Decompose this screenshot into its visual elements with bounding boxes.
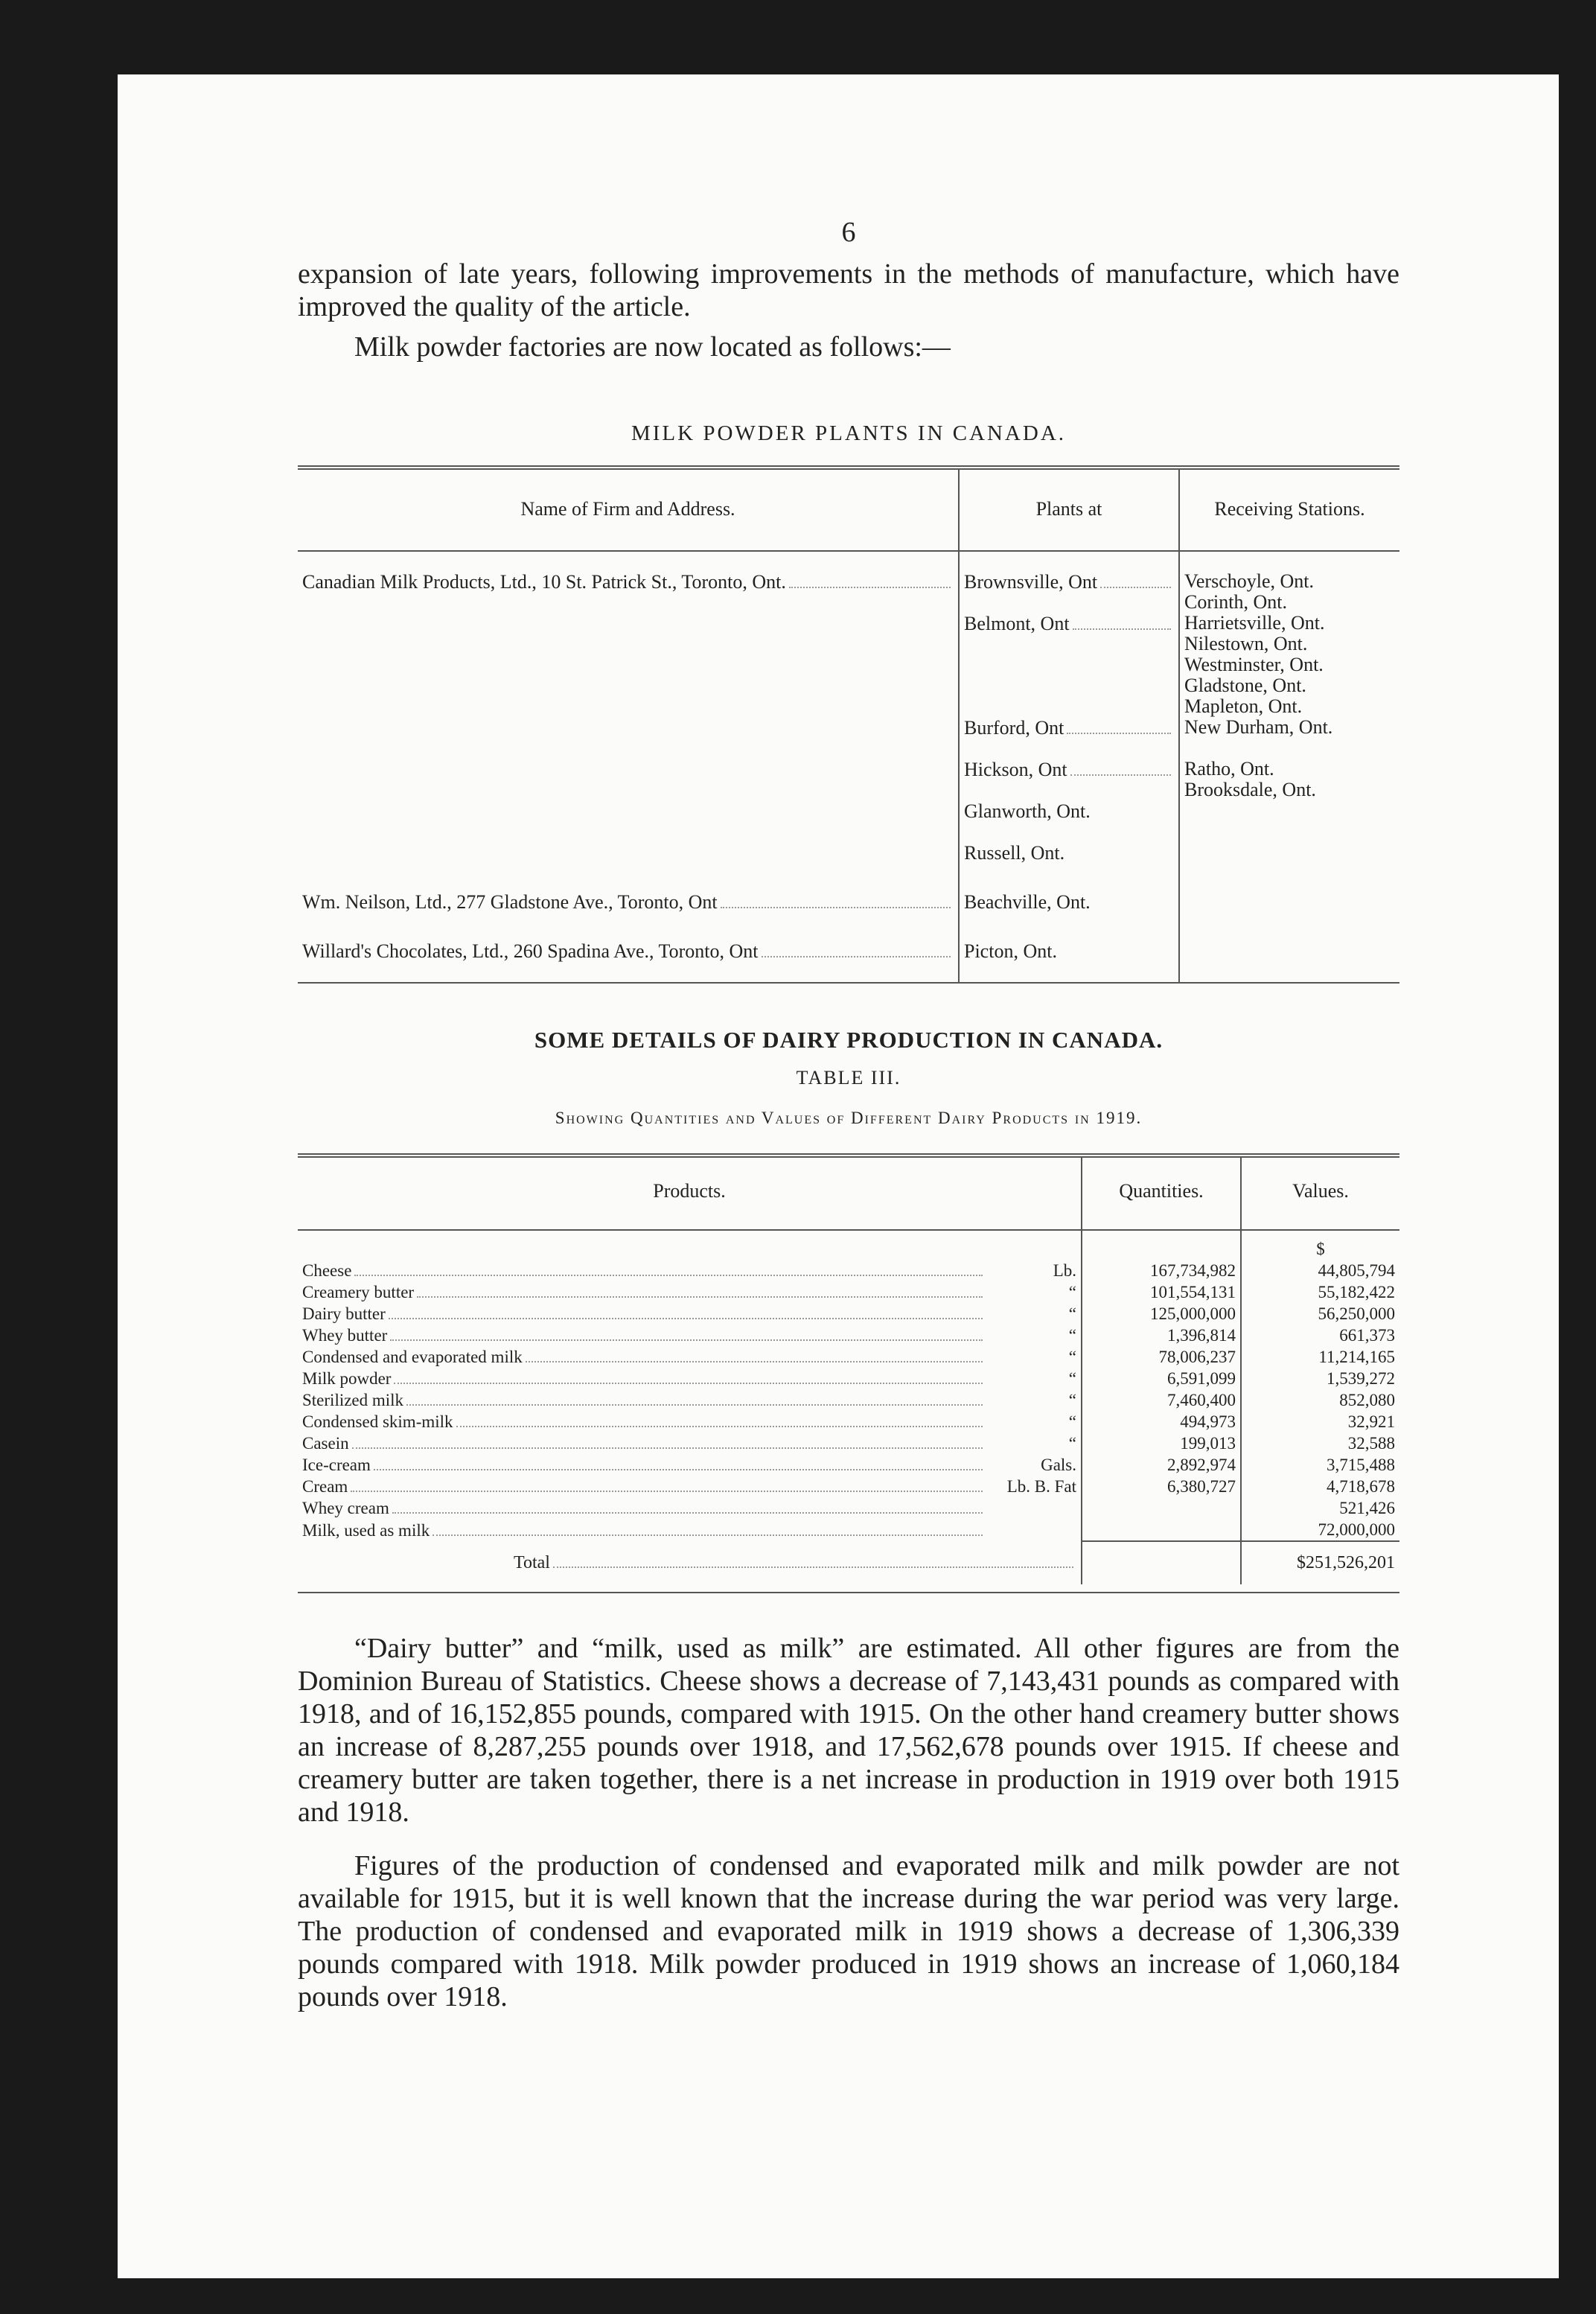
commentary-paragraph-1: “Dairy butter” and “milk, used as milk” are estimated. All other figures are from the Dominion Bureau of Statistics. Cheese shows a decrease of 7,143,431 pounds as compared with 1918, and of 16,152,855 pounds, compared with 1915. On the other hand creamery butter shows an increase of 8,287,255 pounds over 1918, and 17,562,678 pounds over 1915. If cheese and creamery butter are taken together, there is a net increase in production in 1919 over both 1915 and 1918. bbox=[298, 1633, 1399, 1828]
product-row bbox=[298, 1389, 1399, 1411]
product-unit bbox=[990, 1519, 1082, 1541]
product-name: Cream bbox=[302, 1477, 348, 1496]
product-quantity bbox=[1082, 1497, 1241, 1519]
plant-location bbox=[959, 717, 1179, 759]
receiving-stations bbox=[1179, 842, 1399, 884]
product-name: Milk, used as milk bbox=[302, 1520, 430, 1540]
firm-cell bbox=[298, 551, 959, 613]
receiving-stations bbox=[1179, 551, 1399, 613]
plants-table-body bbox=[298, 551, 1399, 982]
plant-name: Glanworth, Ont. bbox=[964, 800, 1091, 822]
col-header-products: Products. bbox=[653, 1180, 726, 1202]
station-name: Nilestown, Ont. bbox=[1184, 633, 1308, 654]
col-header-firm: Name of Firm and Address. bbox=[520, 498, 735, 520]
product-quantity: 78,006,237 bbox=[1082, 1346, 1241, 1368]
product-row bbox=[298, 1368, 1399, 1389]
product-value: 55,182,422 bbox=[1241, 1281, 1399, 1303]
product-quantity: 6,591,099 bbox=[1082, 1368, 1241, 1389]
station-name: Mapleton, Ont. bbox=[1184, 695, 1303, 717]
plant-location bbox=[959, 759, 1179, 800]
product-name-cell bbox=[298, 1389, 990, 1411]
station-name: Gladstone, Ont. bbox=[1184, 675, 1306, 696]
plant-name: Hickson, Ont bbox=[964, 759, 1067, 780]
firm-cell bbox=[298, 759, 959, 800]
product-name-cell bbox=[298, 1325, 990, 1346]
product-value: 661,373 bbox=[1241, 1325, 1399, 1346]
plant-row bbox=[298, 551, 1399, 613]
product-name-cell bbox=[298, 1497, 990, 1519]
total-label: Total bbox=[514, 1552, 550, 1572]
product-unit: Lb. B. Fat bbox=[1006, 1477, 1076, 1496]
plant-row bbox=[298, 800, 1399, 842]
col-header-values: Values. bbox=[1241, 1156, 1399, 1230]
plant-row bbox=[298, 933, 1399, 982]
firm-cell bbox=[298, 800, 959, 842]
product-value: 11,214,165 bbox=[1241, 1346, 1399, 1368]
product-name: Cheese bbox=[302, 1261, 352, 1280]
product-unit: “ bbox=[1068, 1304, 1076, 1323]
product-name-cell bbox=[298, 1303, 990, 1325]
product-value: 32,588 bbox=[1241, 1432, 1399, 1454]
product-unit bbox=[990, 1497, 1082, 1519]
product-unit: “ bbox=[1068, 1326, 1076, 1345]
station-name: Westminster, Ont. bbox=[1184, 654, 1324, 675]
plant-location bbox=[959, 613, 1179, 717]
product-quantity: 1,396,814 bbox=[1082, 1325, 1241, 1346]
product-name: Milk powder bbox=[302, 1369, 392, 1388]
product-row bbox=[298, 1519, 1399, 1541]
plant-name: Burford, Ont bbox=[964, 717, 1064, 739]
plant-location bbox=[959, 933, 1179, 982]
product-row bbox=[298, 1454, 1399, 1476]
intro-paragraph: expansion of late years, following improvements in the methods of manufacture, which have improved the quality of the article. bbox=[298, 258, 1399, 322]
receiving-stations bbox=[1179, 613, 1399, 717]
plant-row bbox=[298, 884, 1399, 933]
product-row bbox=[298, 1346, 1399, 1368]
product-row bbox=[298, 1281, 1399, 1303]
product-unit: Lb. bbox=[1053, 1261, 1076, 1280]
col-header-stations: Receiving Stations. bbox=[1179, 468, 1399, 551]
product-name-cell bbox=[298, 1346, 990, 1368]
firm-cell bbox=[298, 884, 959, 933]
product-row bbox=[298, 1325, 1399, 1346]
col-header-quantities: Quantities. bbox=[1082, 1156, 1241, 1230]
plant-name: Belmont, Ont bbox=[964, 613, 1070, 634]
product-quantity bbox=[1082, 1519, 1241, 1541]
product-name-cell bbox=[298, 1476, 990, 1497]
total-value: $251,526,201 bbox=[1241, 1541, 1399, 1584]
product-value: 1,539,272 bbox=[1241, 1368, 1399, 1389]
col-header-plants: Plants at bbox=[959, 468, 1179, 551]
product-quantity: 6,380,727 bbox=[1082, 1476, 1241, 1497]
firm-name: Canadian Milk Products, Ltd., 10 St. Patrick St., Toronto, Ont. bbox=[302, 571, 786, 593]
product-quantity: 7,460,400 bbox=[1082, 1389, 1241, 1411]
product-unit: “ bbox=[1068, 1348, 1076, 1366]
table-subtitle: Showing Quantities and Values of Different Dairy Products in 1919. bbox=[555, 1109, 1143, 1127]
plant-row bbox=[298, 717, 1399, 759]
page-number: 6 bbox=[841, 217, 856, 248]
station-name: Harrietsville, Ont. bbox=[1184, 612, 1325, 634]
product-row bbox=[298, 1476, 1399, 1497]
station-name: Brooksdale, Ont. bbox=[1184, 779, 1316, 800]
plant-location bbox=[959, 842, 1179, 884]
dairy-heading: SOME DETAILS OF DAIRY PRODUCTION IN CANADA. bbox=[534, 1027, 1164, 1053]
intro-paragraph-2: Milk powder factories are now located as follows:— bbox=[354, 331, 951, 363]
product-unit: “ bbox=[1068, 1391, 1076, 1409]
product-unit: “ bbox=[1068, 1434, 1076, 1453]
product-value: 852,080 bbox=[1241, 1389, 1399, 1411]
document-page bbox=[298, 216, 1399, 2034]
product-name-cell bbox=[298, 1260, 990, 1281]
plants-table-title: MILK POWDER PLANTS IN CANADA. bbox=[631, 421, 1067, 445]
receiving-stations bbox=[1179, 800, 1399, 842]
product-value: 72,000,000 bbox=[1241, 1519, 1399, 1541]
dairy-products-table bbox=[298, 1153, 1399, 1584]
plant-name: Brownsville, Ont bbox=[964, 571, 1098, 593]
plant-name: Russell, Ont. bbox=[964, 842, 1065, 864]
dairy-table-bottom-rule bbox=[298, 1592, 1399, 1593]
firm-name: Willard's Chocolates, Ltd., 260 Spadina Ave., Toronto, Ont bbox=[302, 940, 759, 962]
station-name: New Durham, Ont. bbox=[1184, 716, 1333, 738]
product-name: Creamery butter bbox=[302, 1283, 415, 1301]
plant-name: Beachville, Ont. bbox=[964, 891, 1091, 913]
product-value: 56,250,000 bbox=[1241, 1303, 1399, 1325]
product-name: Whey butter bbox=[302, 1326, 388, 1345]
product-quantity: 494,973 bbox=[1082, 1411, 1241, 1432]
product-value: 3,715,488 bbox=[1241, 1454, 1399, 1476]
product-name: Condensed and evaporated milk bbox=[302, 1348, 523, 1366]
receiving-stations bbox=[1179, 717, 1399, 759]
product-quantity: 101,554,131 bbox=[1082, 1281, 1241, 1303]
milk-powder-plants-table bbox=[298, 465, 1399, 982]
product-name: Condensed skim-milk bbox=[302, 1412, 453, 1431]
plant-row bbox=[298, 759, 1399, 800]
product-row bbox=[298, 1303, 1399, 1325]
product-unit: “ bbox=[1068, 1412, 1076, 1431]
product-unit: “ bbox=[1068, 1369, 1076, 1388]
product-name: Dairy butter bbox=[302, 1304, 386, 1323]
receiving-stations bbox=[1179, 933, 1399, 982]
receiving-stations bbox=[1179, 759, 1399, 800]
firm-cell bbox=[298, 717, 959, 759]
receiving-stations bbox=[1179, 884, 1399, 933]
product-name-cell bbox=[298, 1411, 990, 1432]
currency-row bbox=[298, 1230, 1399, 1260]
firm-cell bbox=[298, 613, 959, 717]
plant-row bbox=[298, 842, 1399, 884]
product-name-cell bbox=[298, 1432, 990, 1454]
product-name: Sterilized milk bbox=[302, 1391, 404, 1409]
product-quantity: 199,013 bbox=[1082, 1432, 1241, 1454]
firm-name: Wm. Neilson, Ltd., 277 Gladstone Ave., Toronto, Ont bbox=[302, 891, 718, 913]
plant-location bbox=[959, 800, 1179, 842]
product-unit: Gals. bbox=[1041, 1456, 1076, 1474]
product-unit: “ bbox=[1068, 1283, 1076, 1301]
station-name: Corinth, Ont. bbox=[1184, 591, 1287, 613]
product-row bbox=[298, 1411, 1399, 1432]
product-value: 4,718,678 bbox=[1241, 1476, 1399, 1497]
product-row bbox=[298, 1497, 1399, 1519]
product-value: 44,805,794 bbox=[1241, 1260, 1399, 1281]
product-quantity: 125,000,000 bbox=[1082, 1303, 1241, 1325]
product-value: 521,426 bbox=[1241, 1497, 1399, 1519]
plant-row bbox=[298, 613, 1399, 717]
product-row bbox=[298, 1260, 1399, 1281]
plant-name: Picton, Ont. bbox=[964, 940, 1057, 962]
product-name-cell bbox=[298, 1519, 990, 1541]
commentary-paragraph-2: Figures of the production of condensed and evaporated milk and milk powder are not available for 1915, but it is well known that the increase during the war period was very large. The production of condensed and evaporated milk in 1919 shows a decrease of 1,306,339 pounds compared with 1918. Milk powder produced in 1919 shows an increase of 1,060,184 pounds over 1918. bbox=[298, 1850, 1399, 2012]
product-name: Casein bbox=[302, 1434, 349, 1453]
product-row bbox=[298, 1432, 1399, 1454]
firm-cell bbox=[298, 933, 959, 982]
product-name-cell bbox=[298, 1368, 990, 1389]
dairy-table-body bbox=[298, 1230, 1399, 1541]
product-name-cell bbox=[298, 1281, 990, 1303]
table-label: TABLE III. bbox=[796, 1067, 901, 1089]
product-quantity: 2,892,974 bbox=[1082, 1454, 1241, 1476]
total-row bbox=[298, 1541, 1399, 1584]
product-name: Ice-cream bbox=[302, 1456, 371, 1474]
product-name-cell bbox=[298, 1454, 990, 1476]
station-name: Verschoyle, Ont. bbox=[1184, 570, 1315, 592]
firm-cell bbox=[298, 842, 959, 884]
product-quantity: 167,734,982 bbox=[1082, 1260, 1241, 1281]
product-name: Whey cream bbox=[302, 1499, 389, 1517]
plant-location bbox=[959, 884, 1179, 933]
product-value: 32,921 bbox=[1241, 1411, 1399, 1432]
plant-location bbox=[959, 551, 1179, 613]
currency-symbol: $ bbox=[1241, 1230, 1399, 1260]
table-bottom-rule bbox=[298, 982, 1399, 984]
station-name: Ratho, Ont. bbox=[1184, 758, 1274, 780]
